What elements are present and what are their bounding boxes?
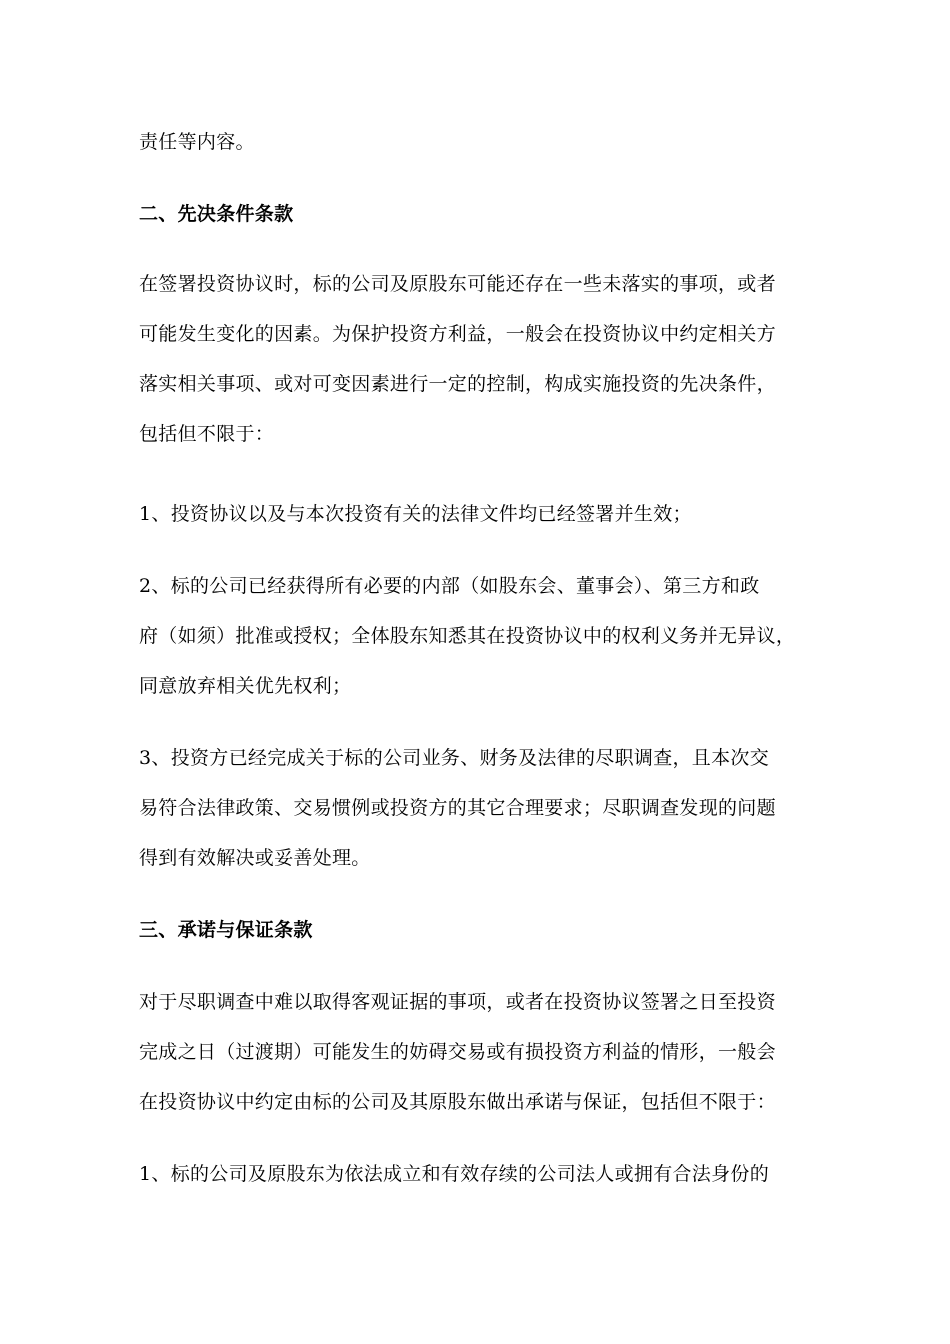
list-item-line: 得到有效解决或妥善处理。 (139, 847, 371, 869)
list-item-line: 2、标的公司已经获得所有必要的内部（如股东会、董事会）、第三方和政 (139, 575, 760, 597)
list-item-line: 同意放弃相关优先权利； (139, 675, 352, 697)
paragraph-line: 落实相关事项、或对可变因素进行一定的控制，构成实施投资的先决条件， (139, 373, 776, 395)
list-item-line: 府（如须）批准或授权；全体股东知悉其在投资协议中的权利义务并无异议， (139, 625, 796, 647)
paragraph-line: 在投资协议中约定由标的公司及其原股东做出承诺与保证，包括但不限于： (139, 1091, 776, 1113)
list-item-line: 易符合法律政策、交易惯例或投资方的其它合理要求；尽职调查发现的问题 (139, 797, 776, 819)
paragraph-line: 包括但不限于： (139, 423, 275, 445)
section-heading: 二、先决条件条款 (139, 203, 294, 225)
list-item-line: 1、投资协议以及与本次投资有关的法律文件均已经签署并生效； (139, 503, 692, 525)
paragraph-line: 对于尽职调查中难以取得客观证据的事项，或者在投资协议签署之日至投资 (139, 991, 776, 1013)
list-item-line: 3、投资方已经完成关于标的公司业务、财务及法律的尽职调查，且本次交 (139, 747, 769, 769)
paragraph-line: 责任等内容。 (139, 131, 255, 153)
paragraph-line: 完成之日（过渡期）可能发生的妨碍交易或有损投资方利益的情形，一般会 (139, 1041, 776, 1063)
section-heading: 三、承诺与保证条款 (139, 919, 313, 941)
paragraph-line: 可能发生变化的因素。为保护投资方利益，一般会在投资协议中约定相关方 (139, 323, 776, 345)
paragraph-line: 在签署投资协议时，标的公司及原股东可能还存在一些未落实的事项，或者 (139, 273, 776, 295)
list-item-line: 1、标的公司及原股东为依法成立和有效存续的公司法人或拥有合法身份的 (139, 1163, 769, 1185)
